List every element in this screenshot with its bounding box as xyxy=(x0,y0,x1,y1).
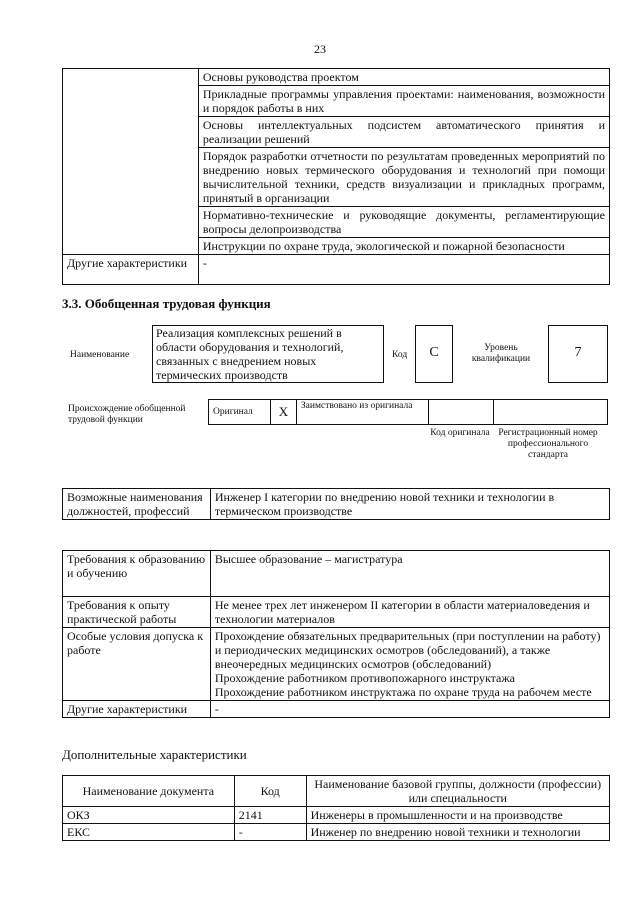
page-number: 23 xyxy=(314,42,326,56)
knowledge-item: Основы руководства проектом xyxy=(198,69,609,86)
positions-label: Возможные наименования должностей, профессий xyxy=(63,489,211,520)
conditions-values xyxy=(210,628,609,701)
additional-table xyxy=(62,775,610,841)
row-document: ЕКС xyxy=(63,824,235,841)
experience-label: Требования к опыту практической работы xyxy=(63,597,211,628)
original-mark: X xyxy=(270,400,296,425)
education-label: Требования к образованию и обучению xyxy=(63,551,211,597)
requirements-other-label: Другие характеристики xyxy=(63,701,211,718)
code-label: Код xyxy=(392,350,408,360)
header-code: Код xyxy=(234,776,306,807)
knowledge-item: Порядок разработки отчетности по результатам проведенных мероприятий по внедрению новых термического оборудования и технологий при помощи вычислительной техники, средств визуализации и прикладных программ, принятый в организации xyxy=(198,148,609,207)
other-characteristics-label: Другие характеристики xyxy=(63,255,199,285)
name-label: Наименование xyxy=(70,350,130,360)
section-title: 3.3. Обобщенная трудовая функция xyxy=(62,296,271,311)
row-code: 2141 xyxy=(234,807,306,824)
knowledge-label-cell xyxy=(63,69,199,255)
table-row xyxy=(63,807,610,824)
additional-title: Дополнительные характеристики xyxy=(62,747,247,762)
other-characteristics-value: - xyxy=(198,255,609,285)
borrowed-label: Заимствовано из оригинала xyxy=(296,400,428,425)
header-document: Наименование документа xyxy=(63,776,235,807)
knowledge-item: Нормативно-технические и руководящие документы, регламентирующие вопросы делопроизводства xyxy=(198,207,609,238)
header-group: Наименование базовой группы, должности (профессии) или специальности xyxy=(306,776,609,807)
knowledge-item: Основы интеллектуальных подсистем автоматического принятия и реализации решений xyxy=(198,117,609,148)
knowledge-item: Прикладные программы управления проектами: наименования, возможности и порядок работы в них xyxy=(198,86,609,117)
education-value: Высшее образование – магистратура xyxy=(210,551,609,597)
table-row xyxy=(63,824,610,841)
code-original-cell xyxy=(428,400,494,425)
knowledge-item: Инструкции по охране труда, экологической и пожарной безопасности xyxy=(198,238,609,255)
condition-item: Прохождение работником инструктажа по охране труда на рабочем месте xyxy=(214,685,592,699)
row-document: ОКЗ xyxy=(63,807,235,824)
reg-number-label: Регистрационный номер профессионального стандарта xyxy=(498,428,598,460)
origin-table xyxy=(208,399,608,425)
positions-table xyxy=(62,488,610,520)
reg-number-cell xyxy=(494,400,608,425)
condition-item: Прохождение работником противопожарного инструктажа xyxy=(214,671,515,685)
positions-value: Инженер I категории по внедрению новой техники и технологии в термическом производстве xyxy=(210,489,609,520)
requirements-other-value: - xyxy=(210,701,609,718)
code-original-label: Код оригинала xyxy=(430,428,490,438)
qualification-level-label: Уровень квалификации xyxy=(471,343,531,364)
knowledge-table xyxy=(62,68,610,285)
row-group: Инженеры в промышленности и на производстве xyxy=(306,807,609,824)
conditions-label: Особые условия допуска к работе xyxy=(63,628,211,701)
row-group: Инженер по внедрению новой техники и технологии xyxy=(306,824,609,841)
code-value: C xyxy=(429,345,439,360)
row-code: - xyxy=(234,824,306,841)
name-value: Реализация комплексных решений в области оборудования и технологий, связанных с внедрением новых термических производств xyxy=(156,326,344,382)
origin-label: Происхождение обобщенной трудовой функции xyxy=(68,404,186,425)
experience-value: Не менее трех лет инженером II категории в области материаловедения и технологии материалов xyxy=(210,597,609,628)
qualification-level-value: 7 xyxy=(574,345,582,360)
original-label: Оригинал xyxy=(209,400,271,425)
requirements-table xyxy=(62,550,610,718)
condition-item: Прохождение обязательных предварительных (при поступлении на работу) и периодических медицинских осмотров (обследований), а также внеочередных медицинских осмотров (обследований) xyxy=(214,629,601,671)
